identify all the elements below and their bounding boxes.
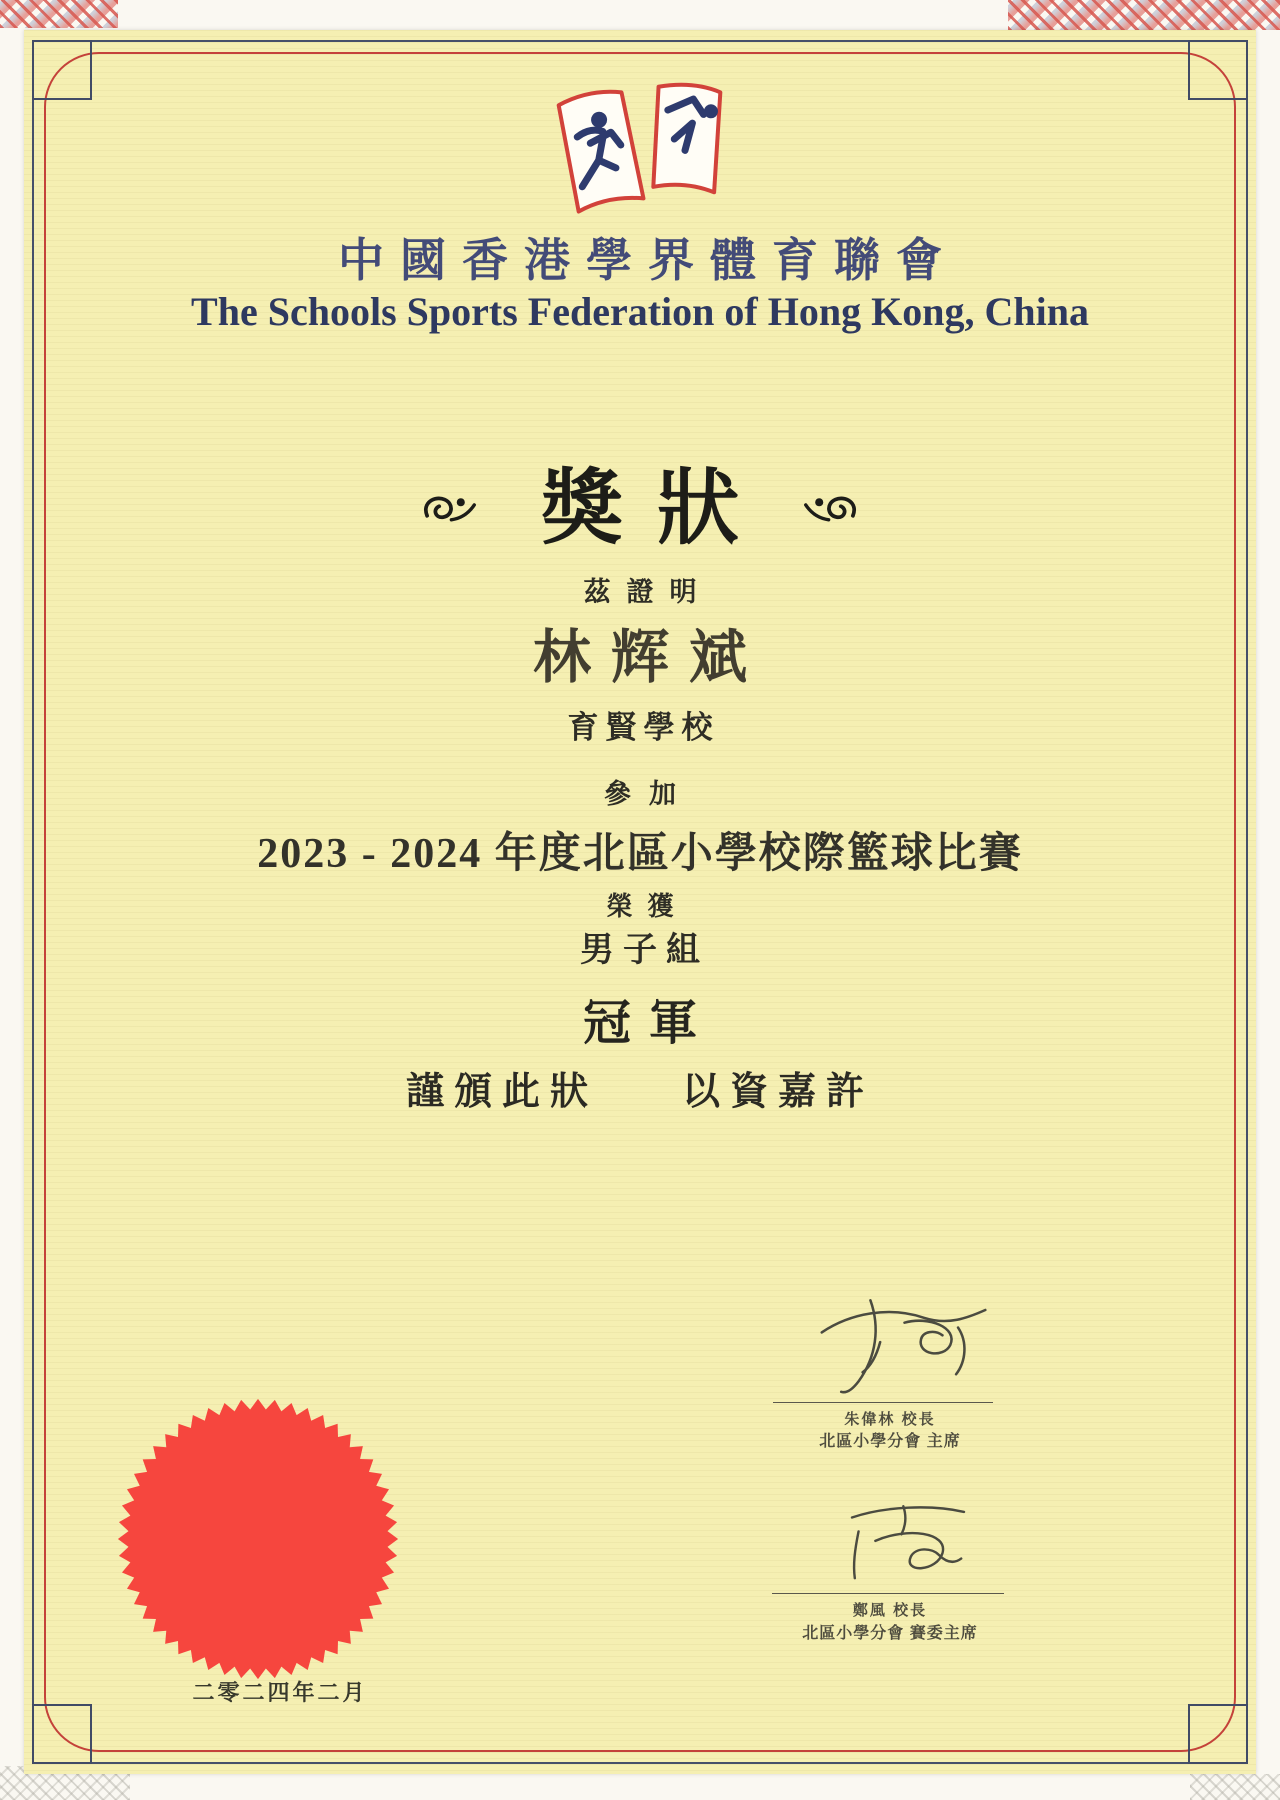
signature-2-line <box>772 1593 1004 1594</box>
result-name: 冠軍 <box>582 997 715 1050</box>
org-name-english: The Schools Sports Federation of Hong Kong, China <box>191 289 1089 334</box>
signatory-1-name: 朱偉林 校長 <box>844 1411 936 1428</box>
certify-label: 茲證明 <box>583 577 713 607</box>
participation-label: 參加 <box>604 779 694 809</box>
corner-lace-bottom-right <box>1190 1774 1280 1800</box>
frame-corner-square <box>1188 40 1248 100</box>
school-name: 育賢學校 <box>567 710 720 745</box>
seal-icon <box>113 1397 403 1681</box>
recipient-name: 林辉斌 <box>532 625 767 690</box>
event-name: 2023 - 2024 年度北區小學校際籃球比賽 <box>257 831 1023 877</box>
frame-corner-square <box>32 40 92 100</box>
corner-lace-top-right <box>1008 0 1280 30</box>
issue-date: 二零二四年二月 <box>192 1680 368 1705</box>
flourish-left-icon <box>419 491 481 527</box>
flourish-right-icon <box>799 491 861 527</box>
closing-phrase-1: 謹頒此狀 <box>405 1071 598 1113</box>
signatory-1-role: 北區小學分會 主席 <box>819 1433 961 1450</box>
frame-corner-square <box>1188 1704 1248 1764</box>
signatory-2-name: 鄭風 校長 <box>852 1602 928 1619</box>
org-name-chinese: 中國香港學界體育聯會 <box>338 235 958 286</box>
award-label: 榮獲 <box>606 892 689 921</box>
signature-1-line <box>773 1402 993 1403</box>
signatory-2-role: 北區小學分會 賽委主席 <box>802 1625 978 1642</box>
signature-2-icon <box>838 1498 978 1593</box>
signature-1-icon <box>812 1288 997 1406</box>
frame-corner-square <box>32 1704 92 1764</box>
closing-phrase-2: 以資嘉許 <box>682 1071 875 1113</box>
certificate-paper <box>24 30 1256 1774</box>
certificate-title: 獎狀 <box>540 463 773 554</box>
division-name: 男子組 <box>580 932 709 969</box>
closing-line <box>24 1060 1256 1115</box>
sports-federation-logo-icon <box>540 70 740 230</box>
corner-lace-top-left <box>0 0 118 28</box>
certificate-title-row <box>24 463 1256 554</box>
